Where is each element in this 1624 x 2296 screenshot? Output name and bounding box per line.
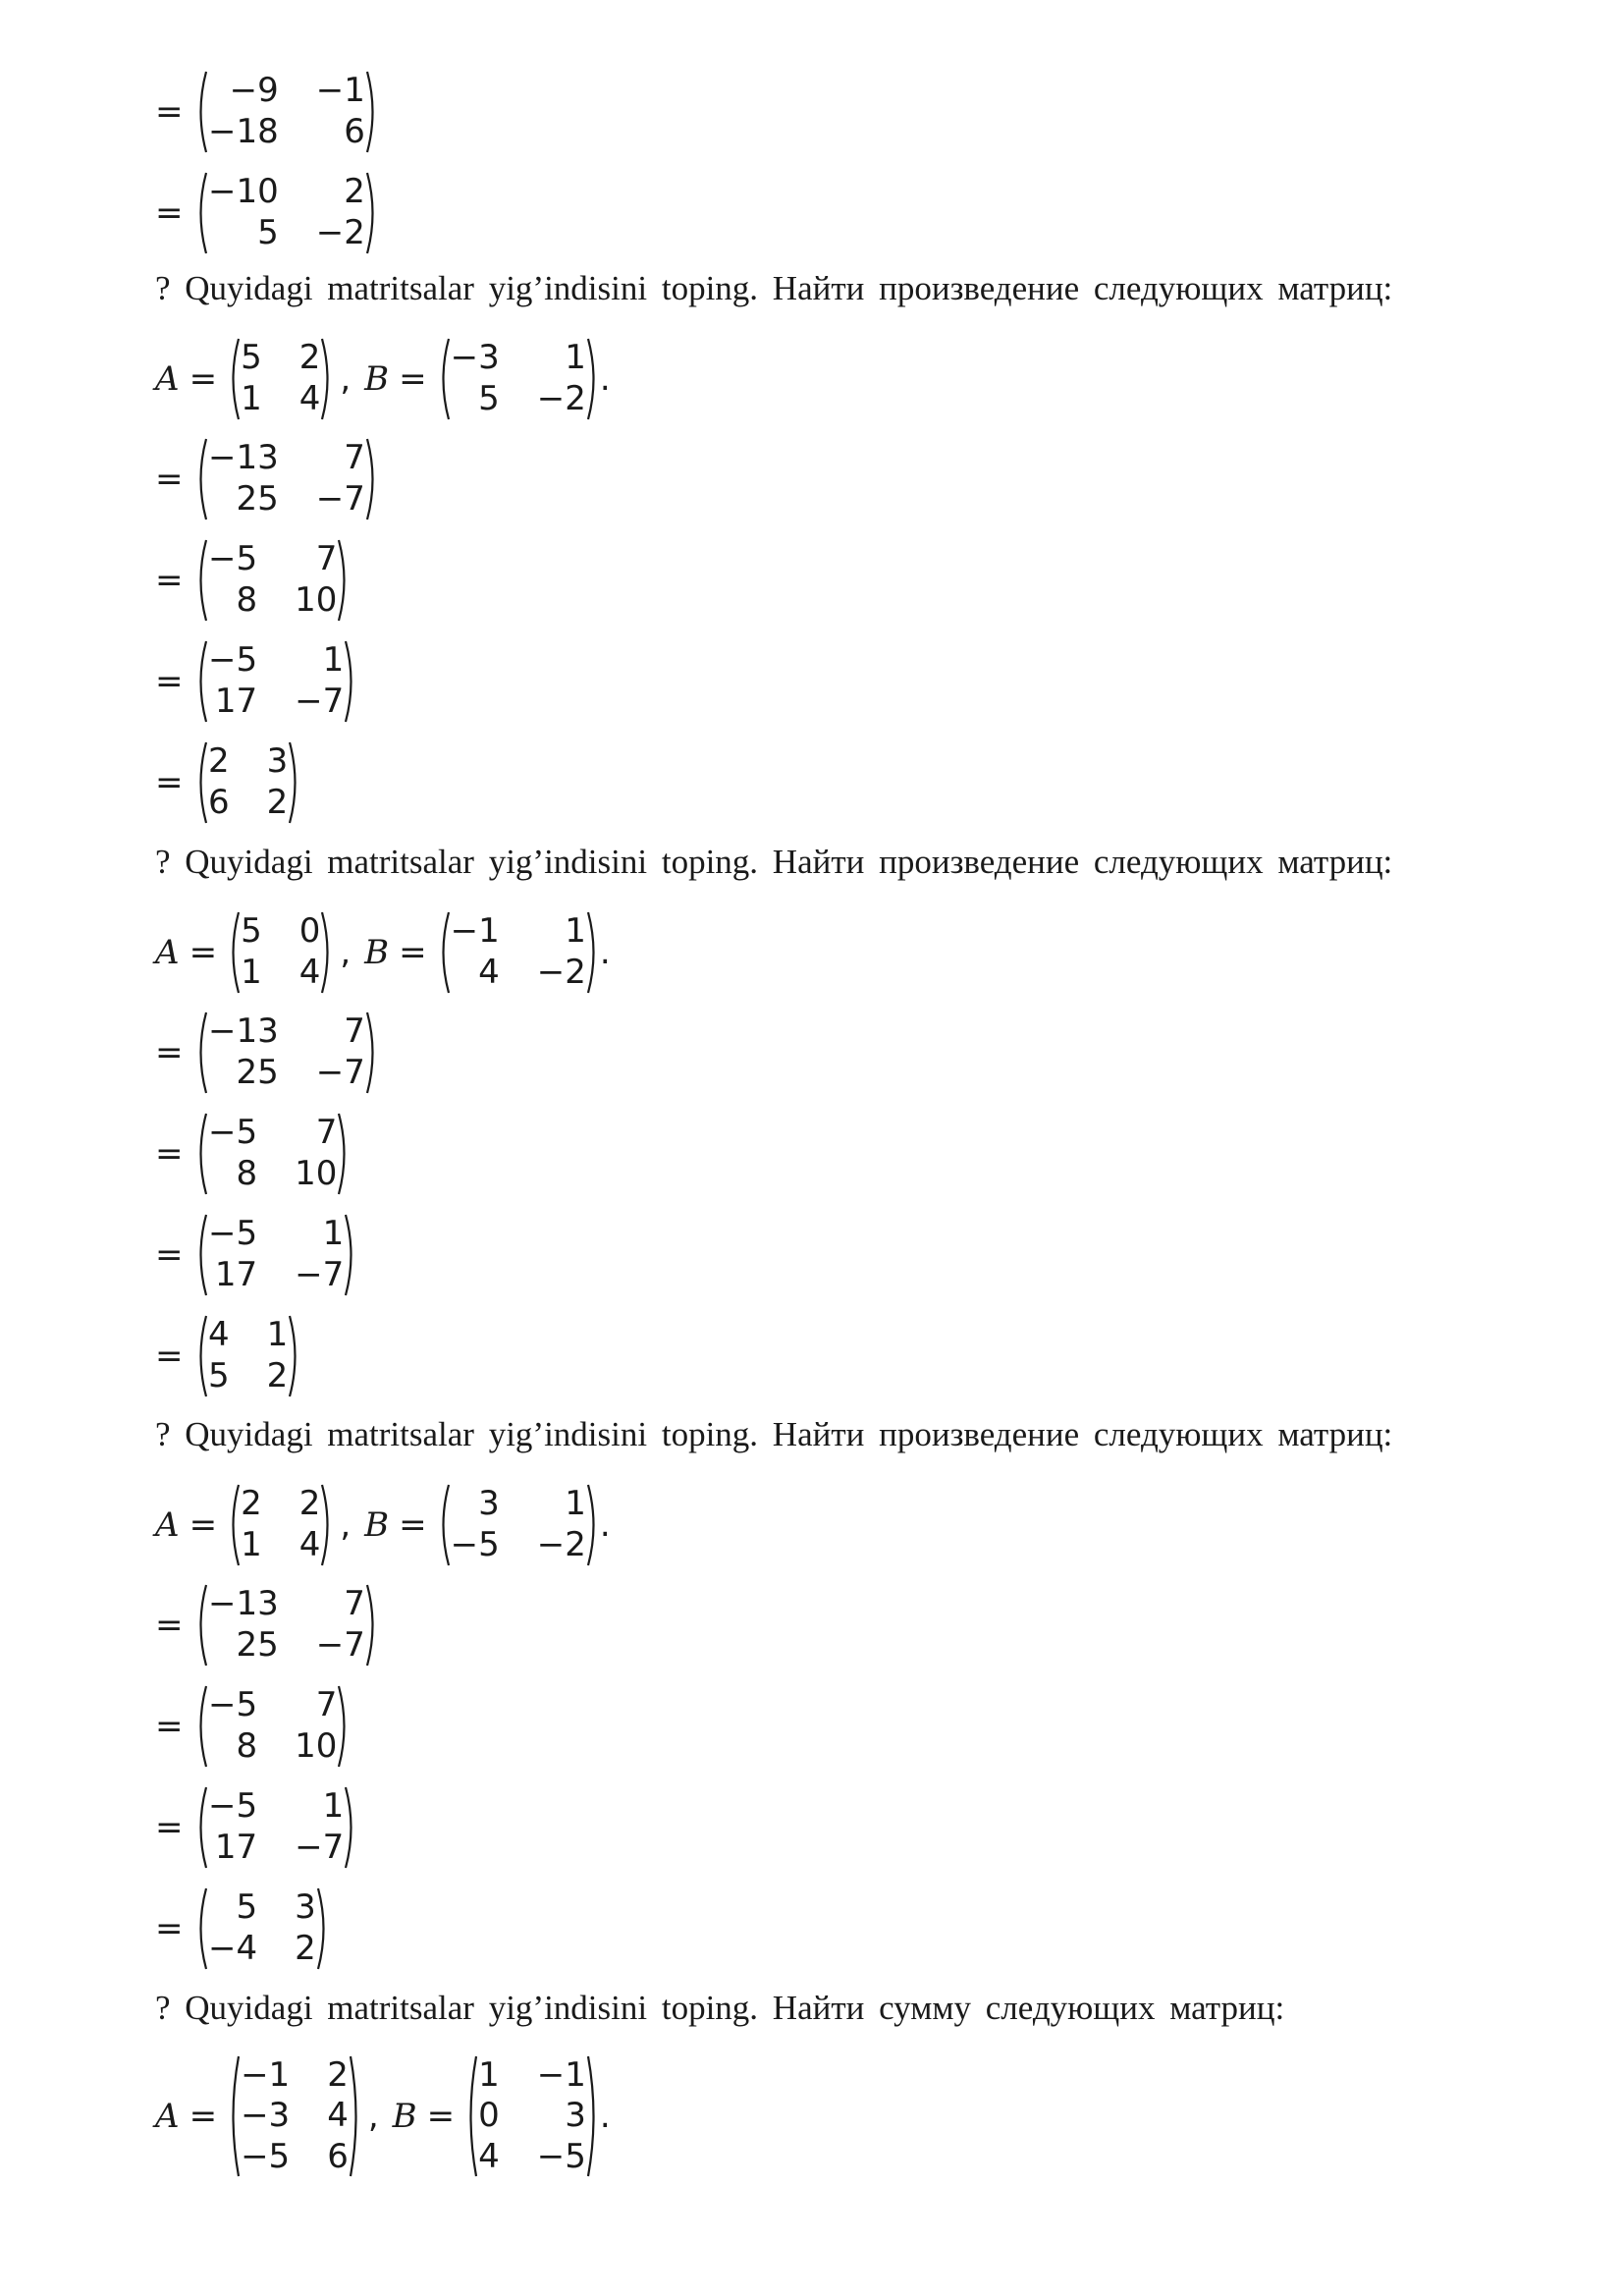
equals-sign: = bbox=[189, 1505, 218, 1545]
right-paren bbox=[320, 338, 334, 420]
answer-matrix bbox=[194, 1685, 351, 1768]
answer-matrix bbox=[194, 1011, 379, 1094]
right-paren bbox=[365, 1011, 379, 1094]
right-paren bbox=[344, 640, 357, 723]
equals-sign: = bbox=[426, 2097, 456, 2136]
matrix-grid bbox=[451, 911, 586, 994]
equals-sign: = bbox=[189, 359, 218, 399]
matrix-cell: 4 bbox=[327, 2096, 349, 2136]
equals-sign: = bbox=[155, 460, 184, 499]
matrix-grid bbox=[208, 71, 365, 153]
matrix-cell: −1 bbox=[450, 911, 500, 951]
answer-option bbox=[155, 539, 351, 622]
left-paren bbox=[194, 539, 208, 622]
matrix-cell: −5 bbox=[450, 1525, 500, 1564]
matrix-cell: −9 bbox=[229, 71, 279, 110]
answer-option bbox=[155, 438, 379, 520]
matrix-cell: 10 bbox=[295, 1154, 338, 1193]
matrix-cell: 3 bbox=[565, 2096, 586, 2136]
left-paren bbox=[194, 71, 208, 153]
matrix-cell: 4 bbox=[298, 1525, 321, 1564]
matrix-cell: 4 bbox=[478, 953, 500, 992]
comma: , bbox=[367, 2097, 379, 2136]
matrix-cell: −7 bbox=[315, 479, 365, 519]
left-paren bbox=[227, 1484, 241, 1566]
answer-matrix bbox=[194, 640, 357, 723]
equals-sign: = bbox=[155, 92, 184, 132]
matrix-cell: −2 bbox=[536, 1525, 586, 1564]
left-paren bbox=[437, 1484, 451, 1566]
answer-matrix bbox=[194, 1584, 379, 1667]
matrix-definition bbox=[155, 338, 611, 420]
matrix-cell: −3 bbox=[241, 2096, 291, 2136]
matrix-cell: 2 bbox=[344, 172, 365, 211]
left-paren bbox=[194, 1584, 208, 1667]
left-paren bbox=[194, 741, 208, 824]
matrix-cell: −18 bbox=[208, 112, 279, 151]
matrix-cell: −3 bbox=[450, 338, 500, 377]
matrix-cell: 3 bbox=[266, 741, 289, 781]
matrix-grid bbox=[241, 1484, 320, 1566]
right-paren bbox=[337, 1113, 351, 1195]
matrix-cell: −5 bbox=[536, 2136, 586, 2176]
matrix-b bbox=[464, 2055, 600, 2177]
matrix-a-label: A bbox=[155, 933, 180, 972]
left-paren bbox=[194, 1315, 208, 1397]
matrix-cell: 4 bbox=[298, 379, 321, 418]
matrix-cell: 10 bbox=[295, 580, 338, 620]
left-paren bbox=[194, 438, 208, 520]
matrix-grid bbox=[208, 640, 344, 723]
period: . bbox=[599, 359, 611, 399]
equals-sign: = bbox=[155, 1808, 184, 1847]
matrix-cell: 10 bbox=[295, 1726, 338, 1766]
matrix-cell: 6 bbox=[327, 2136, 349, 2176]
right-paren bbox=[288, 1315, 301, 1397]
matrix-cell: 7 bbox=[344, 438, 365, 477]
matrix-cell: −1 bbox=[536, 2055, 586, 2095]
right-paren bbox=[344, 1786, 357, 1869]
matrix-cell: 6 bbox=[208, 783, 230, 822]
matrix-grid bbox=[208, 741, 288, 824]
matrix-cell: 2 bbox=[241, 1484, 262, 1523]
matrix-b-label: B bbox=[364, 359, 390, 399]
matrix-cell: −7 bbox=[295, 1828, 345, 1867]
matrix-cell: 1 bbox=[565, 338, 586, 377]
matrix-cell: 0 bbox=[478, 2096, 500, 2136]
question-text: ? Quyidagi matritsalar yig’indisini toping. Найти произведение следующих матриц: bbox=[155, 1415, 1393, 1453]
equals-sign: = bbox=[155, 1134, 184, 1174]
matrix-b-label: B bbox=[364, 933, 390, 972]
matrix-cell: 1 bbox=[322, 1214, 345, 1253]
left-paren bbox=[437, 338, 451, 420]
question-text: ? Quyidagi matritsalar yig’indisini toping. Найти сумму следующих матриц: bbox=[155, 1989, 1285, 2027]
matrix-cell: −13 bbox=[208, 438, 279, 477]
answer-option bbox=[155, 71, 379, 153]
right-paren bbox=[316, 1887, 330, 1970]
matrix-cell: 1 bbox=[565, 1484, 586, 1523]
matrix-cell: 1 bbox=[565, 911, 586, 951]
matrix-cell: −5 bbox=[208, 1685, 258, 1724]
answer-matrix bbox=[194, 1113, 351, 1195]
left-paren bbox=[227, 338, 241, 420]
matrix-a bbox=[227, 2055, 362, 2177]
matrix-cell: 25 bbox=[236, 1053, 279, 1092]
right-paren bbox=[365, 172, 379, 254]
matrix-grid bbox=[208, 1113, 337, 1195]
answer-option bbox=[155, 172, 379, 254]
matrix-definition bbox=[155, 2055, 611, 2177]
matrix-cell: 25 bbox=[236, 479, 279, 519]
comma: , bbox=[340, 359, 352, 399]
right-paren bbox=[349, 2055, 362, 2177]
answer-option bbox=[155, 1315, 301, 1397]
matrix-cell: −7 bbox=[295, 682, 345, 721]
right-paren bbox=[586, 338, 600, 420]
matrix-cell: 1 bbox=[266, 1315, 289, 1354]
left-paren bbox=[194, 640, 208, 723]
matrix-grid bbox=[208, 1685, 337, 1768]
matrix-grid bbox=[241, 2055, 349, 2177]
answer-option bbox=[155, 741, 301, 824]
matrix-cell: −2 bbox=[315, 213, 365, 252]
matrix-cell: −4 bbox=[208, 1929, 258, 1968]
right-paren bbox=[320, 1484, 334, 1566]
right-paren bbox=[320, 911, 334, 994]
matrix-cell: −10 bbox=[208, 172, 279, 211]
matrix-cell: 5 bbox=[478, 379, 500, 418]
equals-sign: = bbox=[155, 1909, 184, 1948]
matrix-cell: 25 bbox=[236, 1625, 279, 1665]
answer-option bbox=[155, 1584, 379, 1667]
matrix-cell: −7 bbox=[315, 1625, 365, 1665]
right-paren bbox=[337, 1685, 351, 1768]
answer-matrix bbox=[194, 1887, 330, 1970]
answer-option bbox=[155, 640, 357, 723]
left-paren bbox=[194, 172, 208, 254]
answer-option bbox=[155, 1214, 357, 1296]
matrix-grid bbox=[208, 1011, 365, 1094]
matrix-cell: 8 bbox=[236, 1726, 258, 1766]
matrix-cell: −2 bbox=[536, 953, 586, 992]
matrix-grid bbox=[208, 539, 337, 622]
matrix-a bbox=[227, 338, 334, 420]
answer-matrix bbox=[194, 71, 379, 153]
answer-matrix bbox=[194, 1214, 357, 1296]
matrix-cell: −1 bbox=[315, 71, 365, 110]
matrix-cell: 7 bbox=[344, 1011, 365, 1051]
matrix-cell: 1 bbox=[241, 379, 262, 418]
answer-matrix bbox=[194, 438, 379, 520]
matrix-cell: 7 bbox=[344, 1584, 365, 1623]
answer-option bbox=[155, 1113, 351, 1195]
equals-sign: = bbox=[189, 933, 218, 972]
matrix-b bbox=[437, 338, 600, 420]
matrix-cell: 7 bbox=[315, 1685, 338, 1724]
equals-sign: = bbox=[155, 1707, 184, 1746]
matrix-cell: 4 bbox=[208, 1315, 230, 1354]
matrix-cell: 7 bbox=[315, 539, 338, 578]
matrix-cell: 1 bbox=[241, 953, 262, 992]
matrix-grid bbox=[208, 1315, 288, 1397]
equals-sign: = bbox=[399, 933, 427, 972]
matrix-grid bbox=[208, 172, 365, 254]
right-paren bbox=[586, 1484, 600, 1566]
matrix-cell: −5 bbox=[208, 1786, 258, 1826]
left-paren bbox=[194, 1786, 208, 1869]
matrix-cell: −7 bbox=[295, 1255, 345, 1294]
equals-sign: = bbox=[155, 1606, 184, 1645]
matrix-cell: 8 bbox=[236, 1154, 258, 1193]
left-paren bbox=[437, 911, 451, 994]
matrix-cell: 17 bbox=[214, 1828, 258, 1867]
matrix-cell: 1 bbox=[241, 1525, 262, 1564]
matrix-cell: 2 bbox=[327, 2055, 349, 2095]
matrix-a-label: A bbox=[155, 2097, 180, 2136]
matrix-cell: 1 bbox=[322, 1786, 345, 1826]
matrix-cell: −5 bbox=[208, 640, 258, 680]
left-paren bbox=[227, 911, 241, 994]
question-text: ? Quyidagi matritsalar yig’indisini toping. Найти произведение следующих матриц: bbox=[155, 269, 1393, 307]
matrix-grid bbox=[451, 338, 586, 420]
matrix-cell: 1 bbox=[322, 640, 345, 680]
matrix-cell: 17 bbox=[214, 682, 258, 721]
matrix-cell: 3 bbox=[478, 1484, 500, 1523]
right-paren bbox=[586, 2055, 600, 2177]
equals-sign: = bbox=[155, 662, 184, 701]
right-paren bbox=[365, 1584, 379, 1667]
answer-matrix bbox=[194, 1786, 357, 1869]
matrix-cell: −5 bbox=[208, 539, 258, 578]
matrix-b-label: B bbox=[364, 1505, 390, 1545]
answer-matrix bbox=[194, 172, 379, 254]
matrix-grid bbox=[208, 1214, 344, 1296]
left-paren bbox=[227, 2055, 241, 2177]
matrix-cell: 3 bbox=[295, 1887, 316, 1927]
answer-option bbox=[155, 1011, 379, 1094]
matrix-cell: 2 bbox=[208, 741, 230, 781]
answer-option bbox=[155, 1786, 357, 1869]
matrix-cell: 0 bbox=[298, 911, 321, 951]
answer-matrix bbox=[194, 1315, 301, 1397]
right-paren bbox=[288, 741, 301, 824]
equals-sign: = bbox=[155, 1235, 184, 1275]
matrix-cell: −5 bbox=[241, 2136, 291, 2176]
matrix-a bbox=[227, 1484, 334, 1566]
matrix-cell: 5 bbox=[241, 911, 262, 951]
equals-sign: = bbox=[155, 1337, 184, 1376]
matrix-cell: 17 bbox=[214, 1255, 258, 1294]
matrix-cell: 7 bbox=[315, 1113, 338, 1152]
matrix-cell: −1 bbox=[241, 2055, 291, 2095]
matrix-a-label: A bbox=[155, 1505, 180, 1545]
matrix-cell: 5 bbox=[241, 338, 262, 377]
left-paren bbox=[194, 1214, 208, 1296]
right-paren bbox=[586, 911, 600, 994]
matrix-cell: −7 bbox=[315, 1053, 365, 1092]
left-paren bbox=[194, 1685, 208, 1768]
matrix-cell: 4 bbox=[298, 953, 321, 992]
answer-option bbox=[155, 1685, 351, 1768]
matrix-cell: 2 bbox=[298, 1484, 321, 1523]
matrix-grid bbox=[208, 1887, 316, 1970]
matrix-cell: −5 bbox=[208, 1214, 258, 1253]
left-paren bbox=[194, 1887, 208, 1970]
matrix-grid bbox=[241, 338, 320, 420]
matrix-cell: 2 bbox=[298, 338, 321, 377]
answer-option bbox=[155, 1887, 330, 1970]
matrix-cell: −2 bbox=[536, 379, 586, 418]
matrix-grid bbox=[208, 438, 365, 520]
right-paren bbox=[365, 71, 379, 153]
matrix-a bbox=[227, 911, 334, 994]
matrix-definition bbox=[155, 1484, 611, 1566]
period: . bbox=[599, 1505, 611, 1545]
matrix-b-label: B bbox=[392, 2097, 417, 2136]
question-text: ? Quyidagi matritsalar yig’indisini toping. Найти произведение следующих матриц: bbox=[155, 843, 1393, 881]
answer-matrix bbox=[194, 539, 351, 622]
matrix-cell: 5 bbox=[208, 1356, 230, 1395]
equals-sign: = bbox=[399, 359, 427, 399]
matrix-cell: 8 bbox=[236, 580, 258, 620]
matrix-cell: 6 bbox=[344, 112, 365, 151]
comma: , bbox=[340, 1505, 352, 1545]
matrix-cell: 2 bbox=[266, 1356, 289, 1395]
matrix-cell: −13 bbox=[208, 1584, 279, 1623]
comma: , bbox=[340, 933, 352, 972]
matrix-cell: 2 bbox=[266, 783, 289, 822]
matrix-cell: −5 bbox=[208, 1113, 258, 1152]
equals-sign: = bbox=[189, 2097, 218, 2136]
left-paren bbox=[194, 1113, 208, 1195]
matrix-grid bbox=[478, 2055, 586, 2177]
right-paren bbox=[344, 1214, 357, 1296]
matrix-grid bbox=[208, 1786, 344, 1869]
matrix-cell: 2 bbox=[295, 1929, 316, 1968]
matrix-cell: −13 bbox=[208, 1011, 279, 1051]
matrix-definition bbox=[155, 911, 611, 994]
right-paren bbox=[365, 438, 379, 520]
left-paren bbox=[464, 2055, 478, 2177]
matrix-grid bbox=[451, 1484, 586, 1566]
equals-sign: = bbox=[155, 561, 184, 600]
left-paren bbox=[194, 1011, 208, 1094]
matrix-cell: 1 bbox=[478, 2055, 500, 2095]
matrix-grid bbox=[241, 911, 320, 994]
equals-sign: = bbox=[155, 1033, 184, 1072]
matrix-a-label: A bbox=[155, 359, 180, 399]
matrix-cell: 4 bbox=[478, 2136, 500, 2176]
matrix-cell: 5 bbox=[257, 213, 279, 252]
period: . bbox=[599, 2097, 611, 2136]
right-paren bbox=[337, 539, 351, 622]
matrix-b bbox=[437, 911, 600, 994]
equals-sign: = bbox=[399, 1505, 427, 1545]
matrix-b bbox=[437, 1484, 600, 1566]
matrix-cell: 5 bbox=[236, 1887, 258, 1927]
matrix-grid bbox=[208, 1584, 365, 1667]
equals-sign: = bbox=[155, 193, 184, 233]
equals-sign: = bbox=[155, 763, 184, 802]
period: . bbox=[599, 933, 611, 972]
answer-matrix bbox=[194, 741, 301, 824]
